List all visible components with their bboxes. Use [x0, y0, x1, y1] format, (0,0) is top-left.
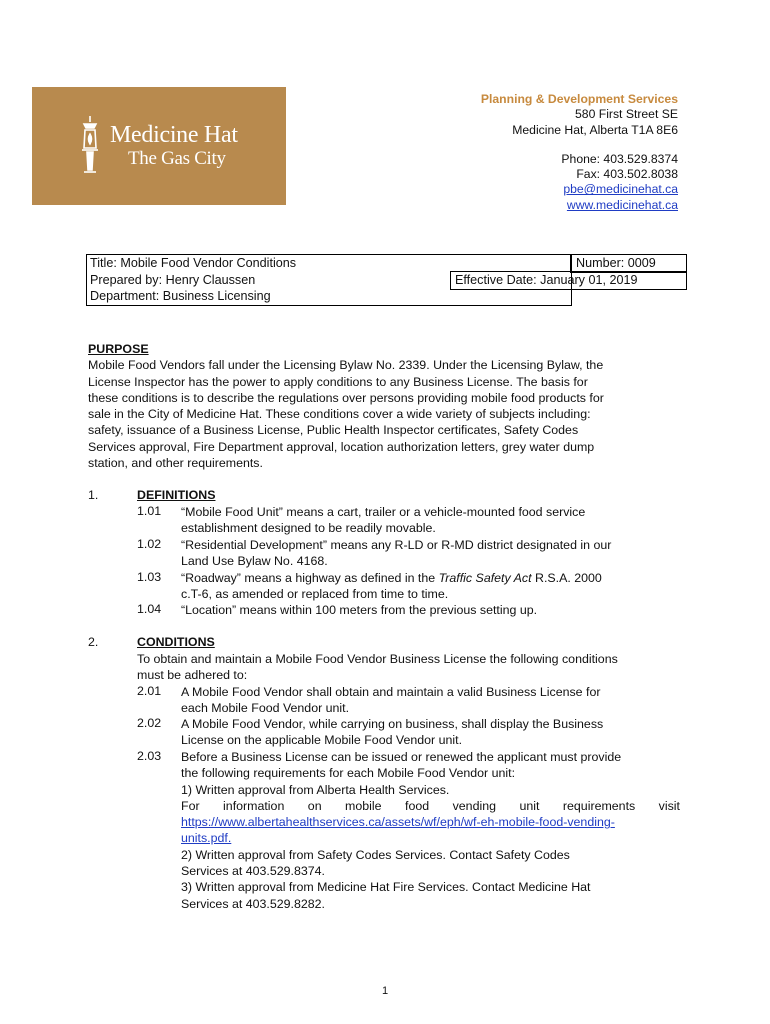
purpose-heading: PURPOSE [88, 342, 149, 356]
section-number: 1. [88, 488, 99, 502]
city-address: Medicine Hat, Alberta T1A 8E6 [512, 122, 678, 137]
condition-item: Before a Business License can be issued or renewed the applicant must provide the following requirements for each Mobile Food Vendor unit: 1) Written approval from Alberta Health Services. For information on mobile food vending unit requirements visit https://www.albertahealthservices.ca/assets/wf/eph/wf-eh-mobile-food-vending- units.pdf. 2) Written approval from Safety Codes Services. Contact Safety Codes Services at 403.529.8374. 3) Written approval from Medicine Hat Fire Services. Contact Medicine Hat Services at 403.529.8282. [181, 750, 680, 911]
condition-item: A Mobile Food Vendor shall obtain and maintain a valid Business License for each Mobile Food Vendor unit. [181, 685, 601, 716]
logo-line-1: Medicine Hat [110, 122, 238, 148]
document-header-table [86, 254, 686, 305]
website-link[interactable]: www.medicinehat.ca [566, 197, 678, 212]
purpose-line: Mobile Food Vendors fall under the Licensing Bylaw No. 2339. Under the Licensing Bylaw, the [88, 358, 604, 373]
doc-title: Title: Mobile Food Vendor Conditions [90, 256, 297, 270]
ahs-requirements-link[interactable]: https://www.albertahealthservices.ca/assets/wf/eph/wf-eh-mobile-food-vending- [181, 815, 615, 830]
page-number: 1 [381, 985, 389, 997]
effective-date: Effective Date: January 01, 2019 [455, 273, 638, 287]
requirement-3: 3) Written approval from Medicine Hat Fire Services. Contact Medicine Hat [181, 880, 591, 895]
item-number: 1.01 [137, 504, 162, 518]
purpose-section [88, 341, 680, 471]
requirement-1-info: For information on mobile food vending unit requirements visit [181, 798, 680, 813]
definition-item: “Residential Development” means any R-LD or R-MD district designated in our Land Use Bylaw No. 4168. [181, 538, 612, 569]
condition-item: A Mobile Food Vendor, while carrying on business, shall display the Business License on the applicable Mobile Food Vendor unit. [181, 717, 604, 748]
lamp-post-icon [78, 114, 102, 176]
item-number: 2.03 [137, 749, 162, 763]
definition-item: “Location” means within 100 meters from the previous setting up. [181, 603, 538, 617]
ahs-requirements-link-cont[interactable]: units.pdf. [181, 831, 232, 846]
conditions-heading: CONDITIONS [137, 635, 215, 649]
item-number: 2.01 [137, 684, 162, 698]
purpose-line: License Inspector has the power to apply conditions to any Business License. The basis for [88, 374, 588, 389]
fax-number: Fax: 403.502.8038 [576, 167, 678, 182]
item-number: 1.04 [137, 602, 162, 616]
doc-department: Department: Business Licensing [90, 289, 271, 303]
department-name: Planning & Development Services [480, 92, 678, 106]
requirement-1: 1) Written approval from Alberta Health Services. [181, 782, 450, 797]
requirement-3-contact: Services at 403.529.8282. [181, 896, 325, 911]
purpose-line: Services approval, Fire Department approval, location authorization letters, grey water dump [88, 439, 595, 454]
city-logo [32, 87, 286, 205]
definition-item: “Roadway” means a highway as defined in the Traffic Safety Act R.S.A. 2000 c.T-6, as amended or replaced from time to time. [181, 571, 602, 602]
prepared-by: Prepared by: Henry Claussen [90, 273, 256, 287]
purpose-line: station, and other requirements. [88, 456, 263, 471]
street-address: 580 First Street SE [575, 107, 678, 122]
email-link[interactable]: pbe@medicinehat.ca [563, 182, 678, 197]
address-block [481, 92, 678, 213]
item-number: 2.02 [137, 716, 162, 730]
requirement-2: 2) Written approval from Safety Codes Services. Contact Safety Codes [181, 847, 570, 862]
definitions-heading: DEFINITIONS [137, 488, 216, 502]
purpose-line: safety, issuance of a Business License, Public Health Inspector certificates, Safety Codes [88, 423, 579, 438]
item-number: 1.02 [137, 537, 162, 551]
logo-wordmark [110, 123, 238, 168]
conditions-intro: To obtain and maintain a Mobile Food Vendor Business License the following conditions must be adhered to: [137, 652, 618, 683]
phone-number: Phone: 403.529.8374 [561, 151, 678, 166]
requirement-2-contact: Services at 403.529.8374. [181, 864, 325, 879]
item-number: 1.03 [137, 570, 162, 584]
doc-number: Number: 0009 [576, 256, 656, 270]
section-number: 2. [88, 635, 99, 649]
logo-line-2: The Gas City [128, 148, 226, 169]
definition-item: “Mobile Food Unit” means a cart, trailer or a vehicle-mounted food service establishment designed to be readily movable. [181, 505, 586, 536]
purpose-line: sale in the City of Medicine Hat. These conditions cover a wide variety of subjects including: [88, 407, 591, 422]
purpose-line: these conditions is to describe the regulations over persons providing mobile food products for [88, 390, 604, 405]
